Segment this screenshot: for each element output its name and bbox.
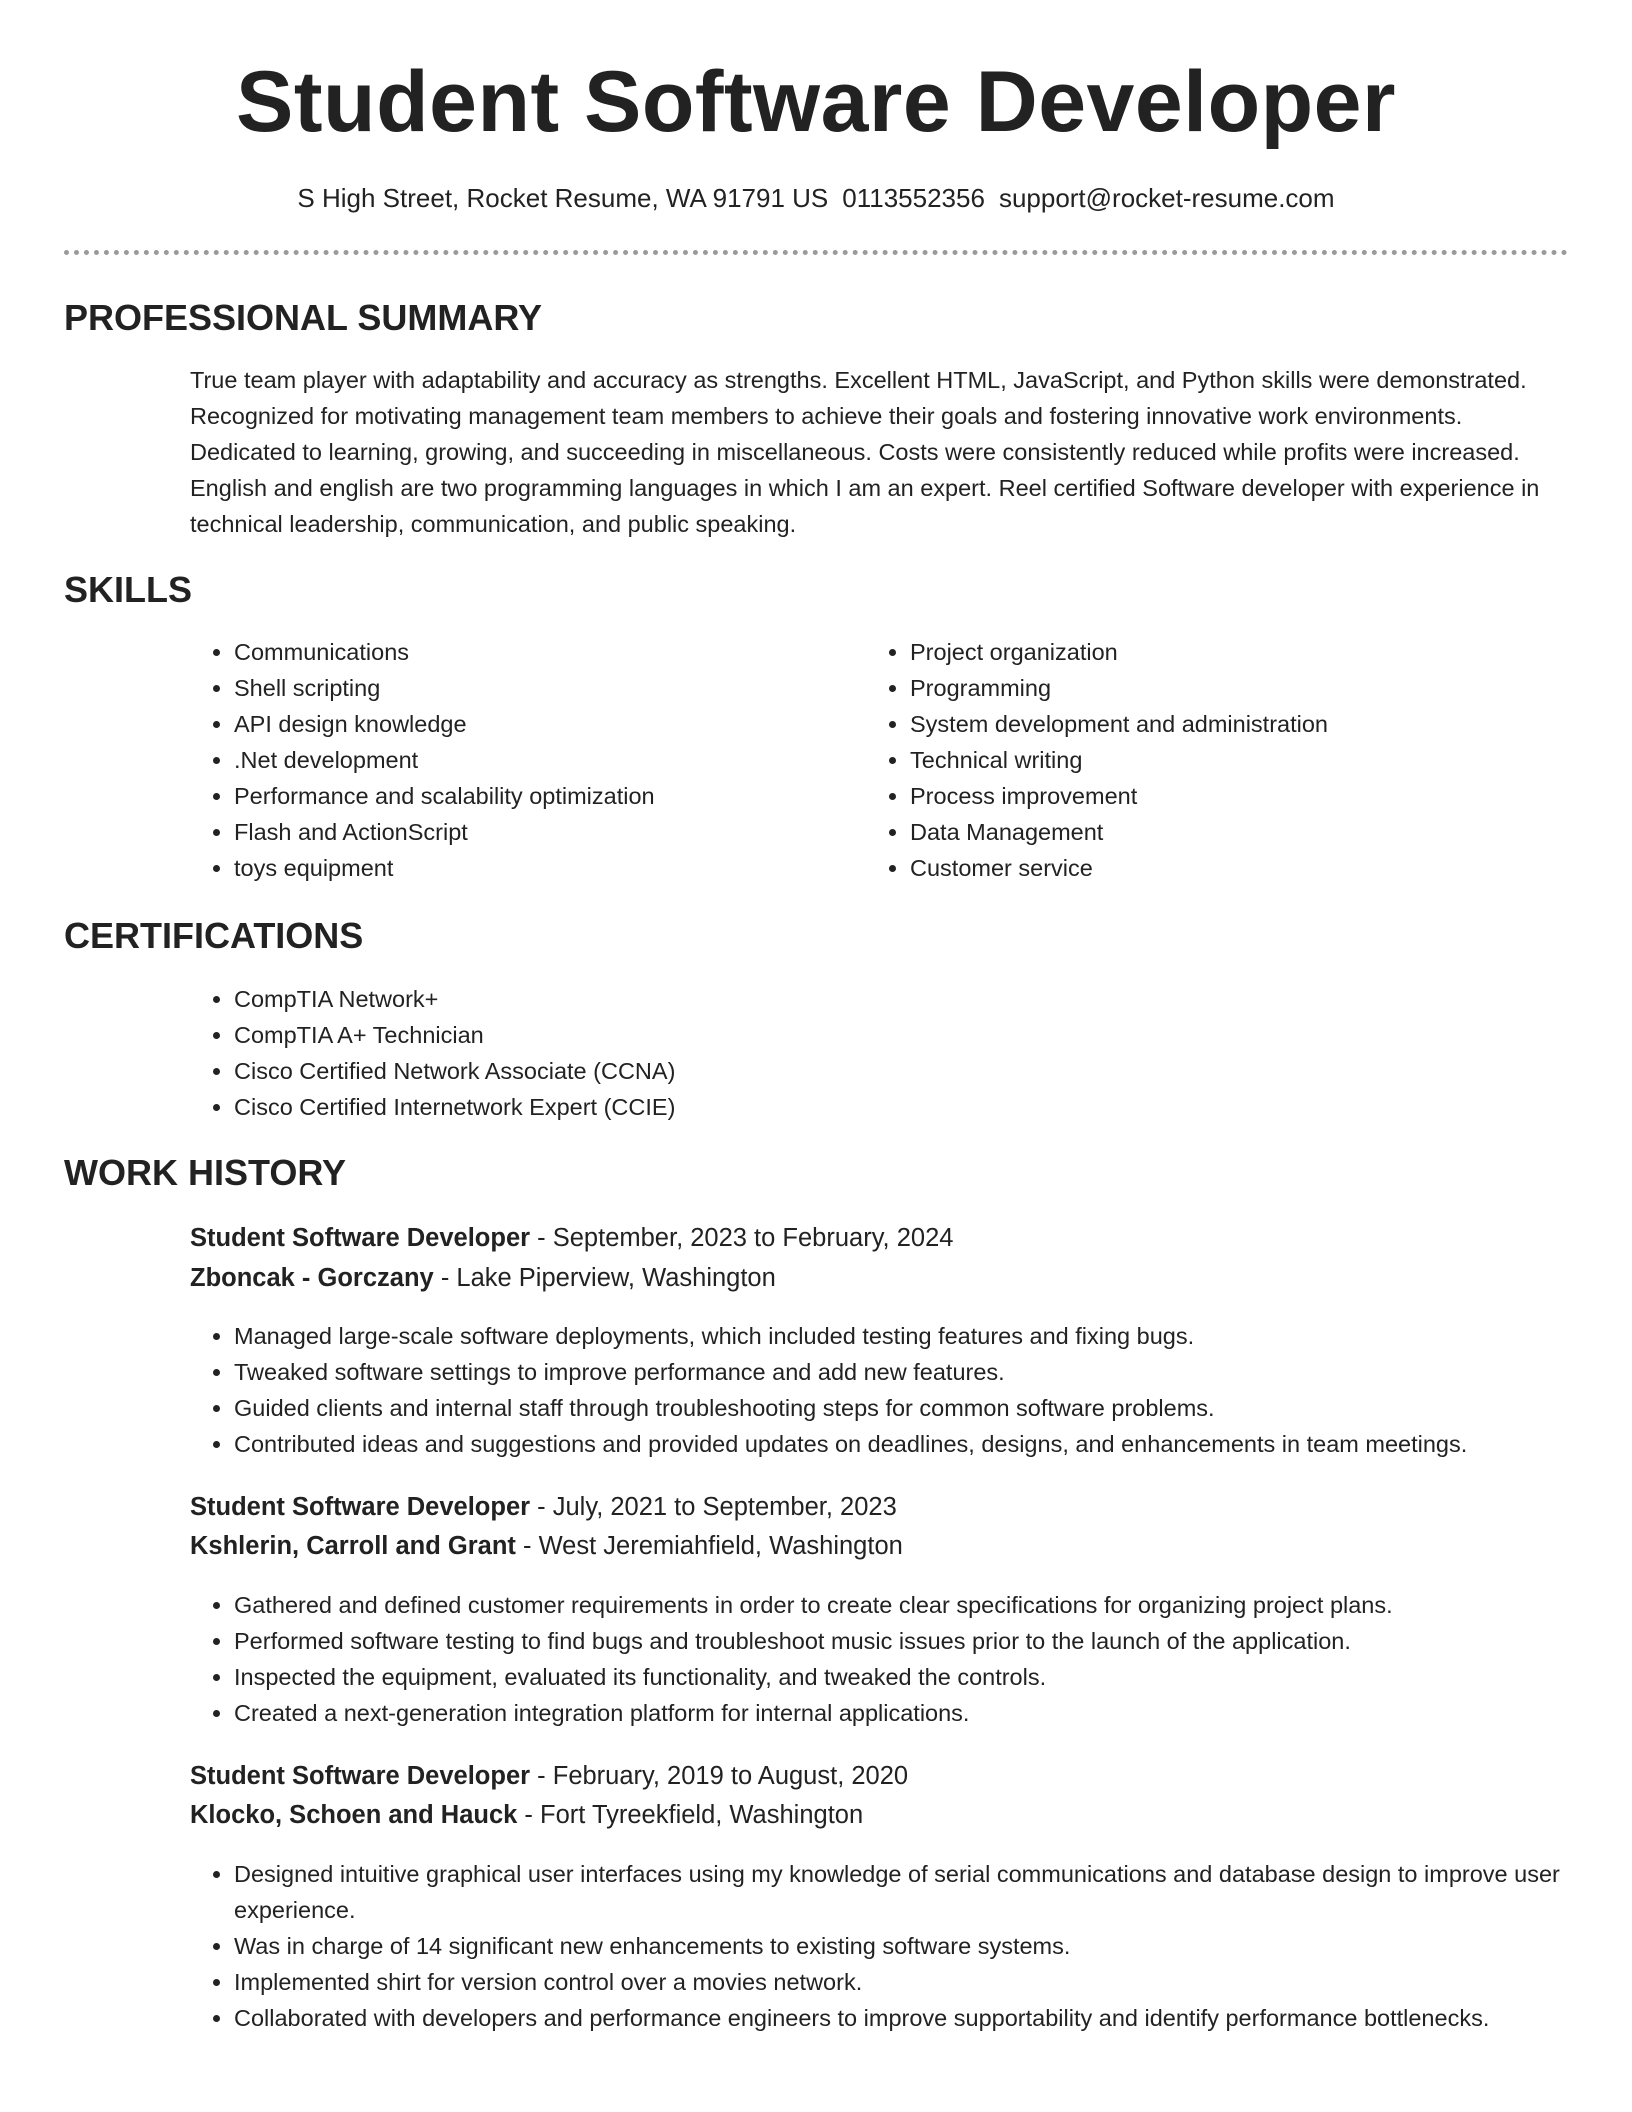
job-title-line <box>190 1758 908 1794</box>
skills-section-title: SKILLS <box>64 569 193 610</box>
skill-item: • .Net development <box>234 742 854 778</box>
job-bullet: • Performed software testing to find bugs and troubleshoot music issues prior to the launch of the application. <box>234 1623 1604 1659</box>
certification-item: • Cisco Certified Network Associate (CCNA) <box>234 1053 1534 1089</box>
job-location: - Fort Tyreekfield, Washington <box>517 1801 864 1829</box>
job-bullet: • Collaborated with developers and performance engineers to improve supportability and identify performance bottlenecks. <box>234 2000 1604 2036</box>
skill-item: • Project organization <box>910 634 1590 670</box>
summary-text: True team player with adaptability and accuracy as strengths. Excellent HTML, JavaScript, and Python skills were demonstrated. Recognized for motivating management team members to achieve their goals and fostering innovative work environments. Dedicated to learning, growing, and succeeding in miscellaneous. Costs were consistently reduced while profits were increased. English and english are two programming languages in which I am an expert. Reel certified Software developer with experience in technical leadership, communication, and public speaking. <box>190 367 1540 537</box>
job-role: Student Software Developer <box>190 1224 531 1252</box>
job-dates: - July, 2021 to September, 2023 <box>530 1493 897 1521</box>
certification-item: • Cisco Certified Internetwork Expert (CCIE) <box>234 1089 1534 1125</box>
summary-section-title: PROFESSIONAL SUMMARY <box>64 297 543 338</box>
job-role: Student Software Developer <box>190 1493 531 1521</box>
job-location: - Lake Piperview, Washington <box>433 1264 776 1292</box>
job-title-line <box>190 1220 953 1256</box>
job-company-line <box>190 1528 903 1564</box>
certification-item: • CompTIA A+ Technician <box>234 1017 1534 1053</box>
job-bullet: • Inspected the equipment, evaluated its functionality, and tweaked the controls. <box>234 1659 1604 1695</box>
job-company-line <box>190 1797 863 1833</box>
skills-list-left <box>190 634 854 886</box>
job-company: Zboncak - Gorczany <box>190 1264 434 1292</box>
job-company: Kshlerin, Carroll and Grant <box>190 1532 516 1560</box>
skill-item: • Process improvement <box>910 778 1590 814</box>
job-dates: - September, 2023 to February, 2024 <box>530 1224 954 1252</box>
contact-email[interactable]: support@rocket-resume.com <box>998 183 1335 213</box>
skill-item: • API design knowledge <box>234 706 854 742</box>
job-bullet: • Tweaked software settings to improve performance and add new features. <box>234 1354 1604 1390</box>
certification-item: • CompTIA Network+ <box>234 981 1534 1017</box>
job-company-line <box>190 1260 776 1296</box>
job-company: Klocko, Schoen and Hauck <box>190 1801 518 1829</box>
job-bullet: • Created a next-generation integration platform for internal applications. <box>234 1695 1604 1731</box>
job-bullet: • Managed large-scale software deployments, which included testing features and fixing bugs. <box>234 1318 1604 1354</box>
job-bullet: • Contributed ideas and suggestions and provided updates on deadlines, designs, and enhancements in team meetings. <box>234 1426 1604 1462</box>
job-title-line <box>190 1489 897 1525</box>
skills-list-right <box>866 634 1590 886</box>
job-bullets <box>190 1318 1604 1462</box>
skill-item: • System development and administration <box>910 706 1590 742</box>
job-bullet: • Gathered and defined customer requirements in order to create clear specifications for organizing project plans. <box>234 1587 1604 1623</box>
contact-line <box>0 180 1632 216</box>
skill-item: • Technical writing <box>910 742 1590 778</box>
job-bullet: • Was in charge of 14 significant new enhancements to existing software systems. <box>234 1928 1604 1964</box>
job-role: Student Software Developer <box>190 1762 531 1790</box>
skill-item: • Customer service <box>910 850 1590 886</box>
contact-address: S High Street, Rocket Resume, WA 91791 US <box>297 183 829 213</box>
job-bullets <box>190 1856 1604 2036</box>
job-bullet: • Guided clients and internal staff through troubleshooting steps for common software problems. <box>234 1390 1604 1426</box>
resume-name-heading: Student Software Developer <box>236 54 1396 150</box>
skill-item: • Flash and ActionScript <box>234 814 854 850</box>
contact-phone: 0113552356 <box>842 183 985 213</box>
skill-item: • Performance and scalability optimization <box>234 778 854 814</box>
skill-item: • Programming <box>910 670 1590 706</box>
job-bullet: • Designed intuitive graphical user interfaces using my knowledge of serial communications and database design to improve user experience. <box>234 1856 1604 1928</box>
header-divider <box>64 250 1568 255</box>
work-history-section-title: WORK HISTORY <box>64 1152 347 1193</box>
skill-item: • Shell scripting <box>234 670 854 706</box>
skill-item: • Communications <box>234 634 854 670</box>
job-dates: - February, 2019 to August, 2020 <box>530 1762 909 1790</box>
skill-item: • toys equipment <box>234 850 854 886</box>
certifications-list <box>190 981 1534 1125</box>
skill-item: • Data Management <box>910 814 1590 850</box>
job-bullet: • Implemented shirt for version control over a movies network. <box>234 1964 1604 2000</box>
certifications-section-title: CERTIFICATIONS <box>64 915 364 956</box>
job-bullets <box>190 1587 1604 1731</box>
job-location: - West Jeremiahfield, Washington <box>515 1532 903 1560</box>
